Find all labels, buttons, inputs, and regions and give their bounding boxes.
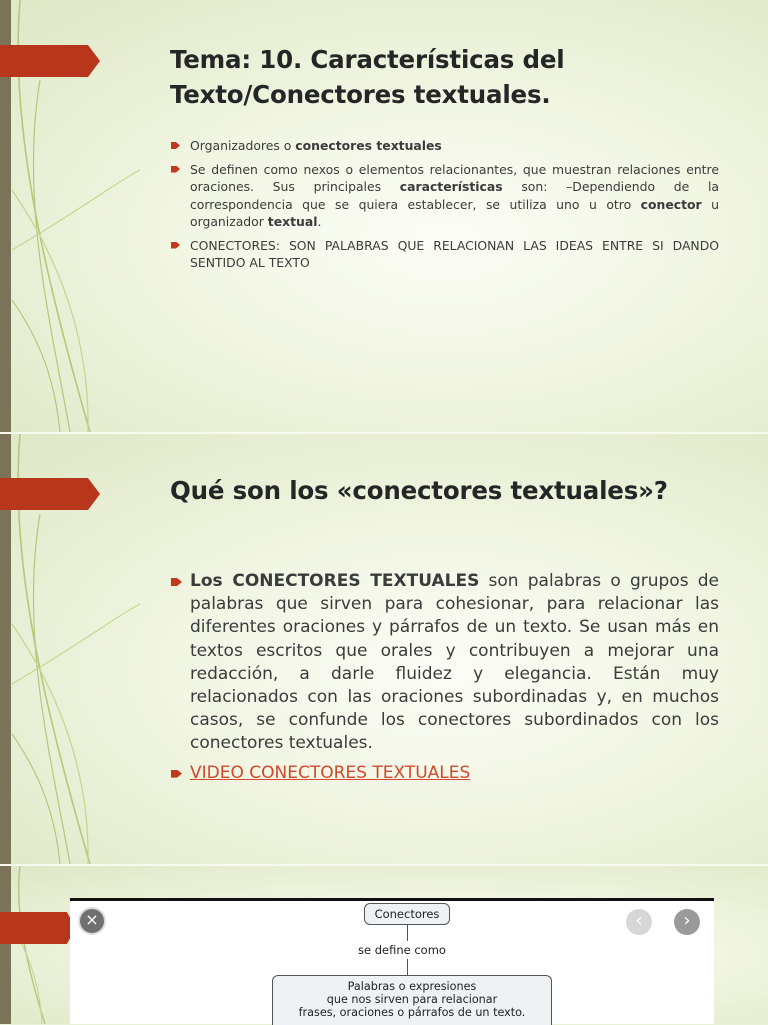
list-item: Organizadores o conectores textuales (190, 137, 719, 155)
slide-1 (0, 0, 768, 432)
connector-line (407, 925, 408, 941)
slide-1-bullets (190, 137, 719, 278)
slide-1-title (170, 42, 564, 112)
list-item: Los CONECTORES TEXTUALES son palabras o grupos de palabras que sirven para cohesionar, para relacionar las diferentes oraciones y párrafos de un texto. Se usan más en textos escritos que orales y contribuyen a mejorar una redacción, a darle fluidez y elegancia. Están muy relacionados con las oraciones subordinadas y, en muchos casos, se confunde los conectores subordinados con los conectores textuales. (190, 570, 719, 756)
title-line-1: Tema: 10. Características del (170, 45, 565, 74)
slide-2-title: Qué son los «conectores textuales»? (170, 476, 668, 505)
title-arrow (0, 912, 76, 944)
concept-node-definition[interactable]: Palabras o expresiones que nos sirven para relacionar frases, oraciones o párrafos de un texto. (272, 975, 552, 1025)
list-item: Se definen como nexos o elementos relacionantes, que muestran relaciones entre oraciones. Sus principales características son: –Dependiendo de la correspondencia que se quiera establecer, se utiliza uno u otro conector u organizador textual. (190, 161, 719, 229)
chevron-right-icon[interactable]: › (674, 909, 700, 935)
title-arrow (0, 45, 100, 77)
decorative-swirl (0, 866, 70, 1024)
list-item: CONECTORES: SON PALABRAS QUE RELACIONAN LAS IDEAS ENTRE SI DANDO SENTIDO AL TEXTO (190, 237, 719, 270)
concept-node-conectores[interactable]: Conectores (364, 903, 450, 925)
slide-2-bullets (190, 570, 719, 791)
title-line-2: Texto/Conectores textuales. (170, 80, 551, 109)
connector-line (407, 959, 408, 975)
concept-map-viewer (70, 898, 714, 1024)
close-icon[interactable]: × (80, 909, 104, 933)
list-item (190, 762, 719, 785)
connector-label: se define como (358, 943, 446, 957)
chevron-left-icon[interactable]: ‹ (626, 909, 652, 935)
title-arrow (0, 478, 100, 510)
video-link[interactable]: VIDEO CONECTORES TEXTUALES (190, 762, 471, 783)
